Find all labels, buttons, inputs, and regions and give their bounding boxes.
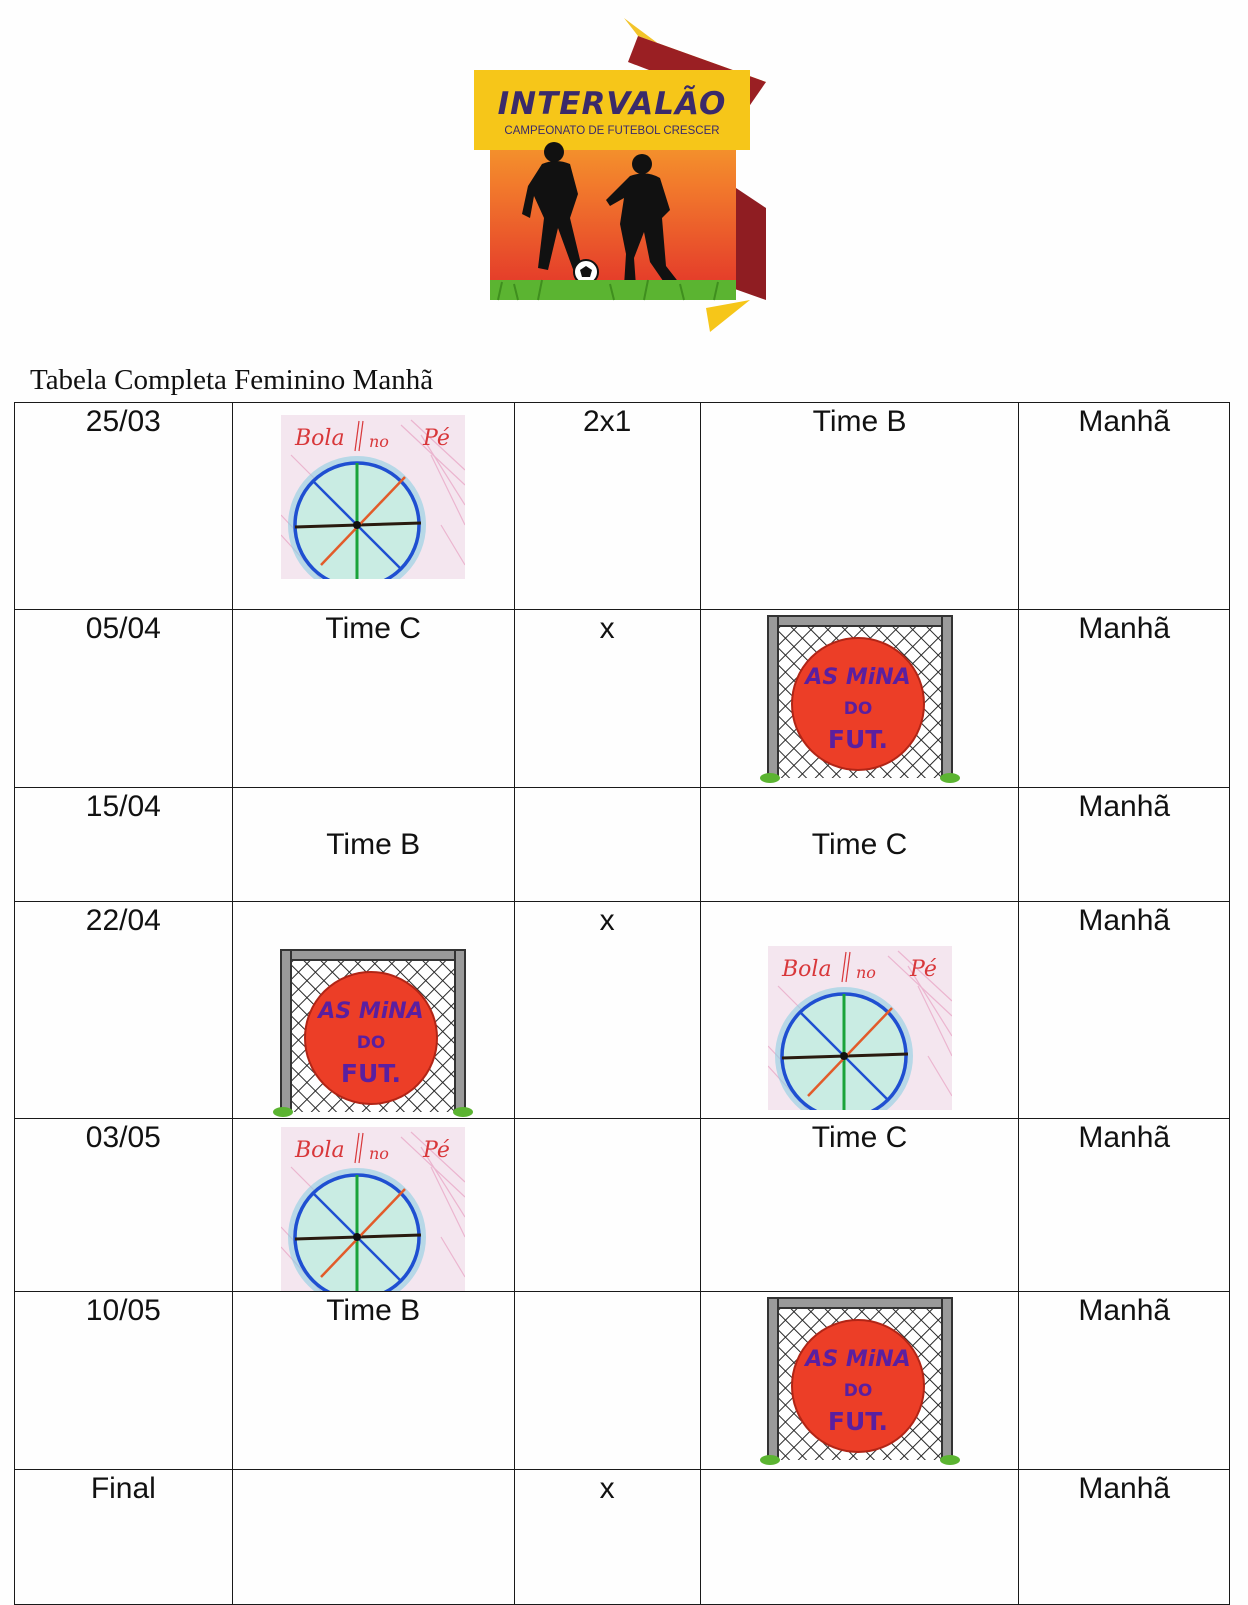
home-team-name: Time B: [232, 788, 514, 902]
home-team-name: [232, 1470, 514, 1605]
match-date: 25/03: [15, 403, 233, 610]
match-date: 22/04: [15, 902, 233, 1119]
match-score: [514, 1292, 700, 1470]
match-score: [514, 1119, 700, 1292]
away-team-cell: [700, 902, 1019, 1119]
away-team-cell: [700, 1292, 1019, 1470]
as-mina-do-fut-drawing-icon: [273, 946, 473, 1118]
logo-subtitle: CAMPEONATO DE FUTEBOL CRESCER: [504, 125, 720, 137]
match-period: Manhã: [1019, 403, 1230, 610]
home-team-cell: [232, 403, 514, 610]
table-row: [15, 902, 1230, 1119]
table-row: [15, 403, 1230, 610]
match-score: 2x1: [514, 403, 700, 610]
table-row: [15, 788, 1230, 902]
bola-no-pe-drawing-icon: [281, 415, 465, 579]
intervalao-logo-graphic: [474, 18, 766, 336]
match-period: Manhã: [1019, 902, 1230, 1119]
match-period: Manhã: [1019, 610, 1230, 788]
logo-title: INTERVALÃO: [497, 86, 727, 122]
away-team-name: Time B: [700, 403, 1019, 610]
table-row: [15, 610, 1230, 788]
home-team-name: Time C: [232, 610, 514, 788]
match-date: 03/05: [15, 1119, 233, 1292]
match-period: Manhã: [1019, 1292, 1230, 1470]
home-team-name: Time B: [232, 1292, 514, 1470]
home-team-cell: [232, 902, 514, 1119]
match-date: 05/04: [15, 610, 233, 788]
as-mina-do-fut-drawing-icon: [760, 612, 960, 784]
home-team-cell: [232, 1119, 514, 1292]
match-period: Manhã: [1019, 1470, 1230, 1605]
match-score: [514, 788, 700, 902]
match-score: x: [514, 610, 700, 788]
match-date: 15/04: [15, 788, 233, 902]
match-period: Manhã: [1019, 788, 1230, 902]
away-team-name: [700, 1470, 1019, 1605]
document-title: Tabela Completa Feminino Manhã: [30, 364, 434, 396]
table-row: [15, 1292, 1230, 1470]
intervalao-logo: [474, 18, 766, 336]
match-date: Final: [15, 1470, 233, 1605]
away-team-name: Time C: [700, 788, 1019, 902]
match-date: 10/05: [15, 1292, 233, 1470]
as-mina-do-fut-drawing-icon: [760, 1294, 960, 1466]
table-row: [15, 1119, 1230, 1292]
match-schedule-table: [14, 402, 1230, 1605]
bola-no-pe-drawing-icon: [281, 1127, 465, 1291]
away-team-cell: [700, 610, 1019, 788]
match-score: x: [514, 902, 700, 1119]
bola-no-pe-drawing-icon: [768, 946, 952, 1110]
match-score: x: [514, 1470, 700, 1605]
away-team-name: Time C: [700, 1119, 1019, 1292]
table-row: [15, 1470, 1230, 1605]
match-period: Manhã: [1019, 1119, 1230, 1292]
